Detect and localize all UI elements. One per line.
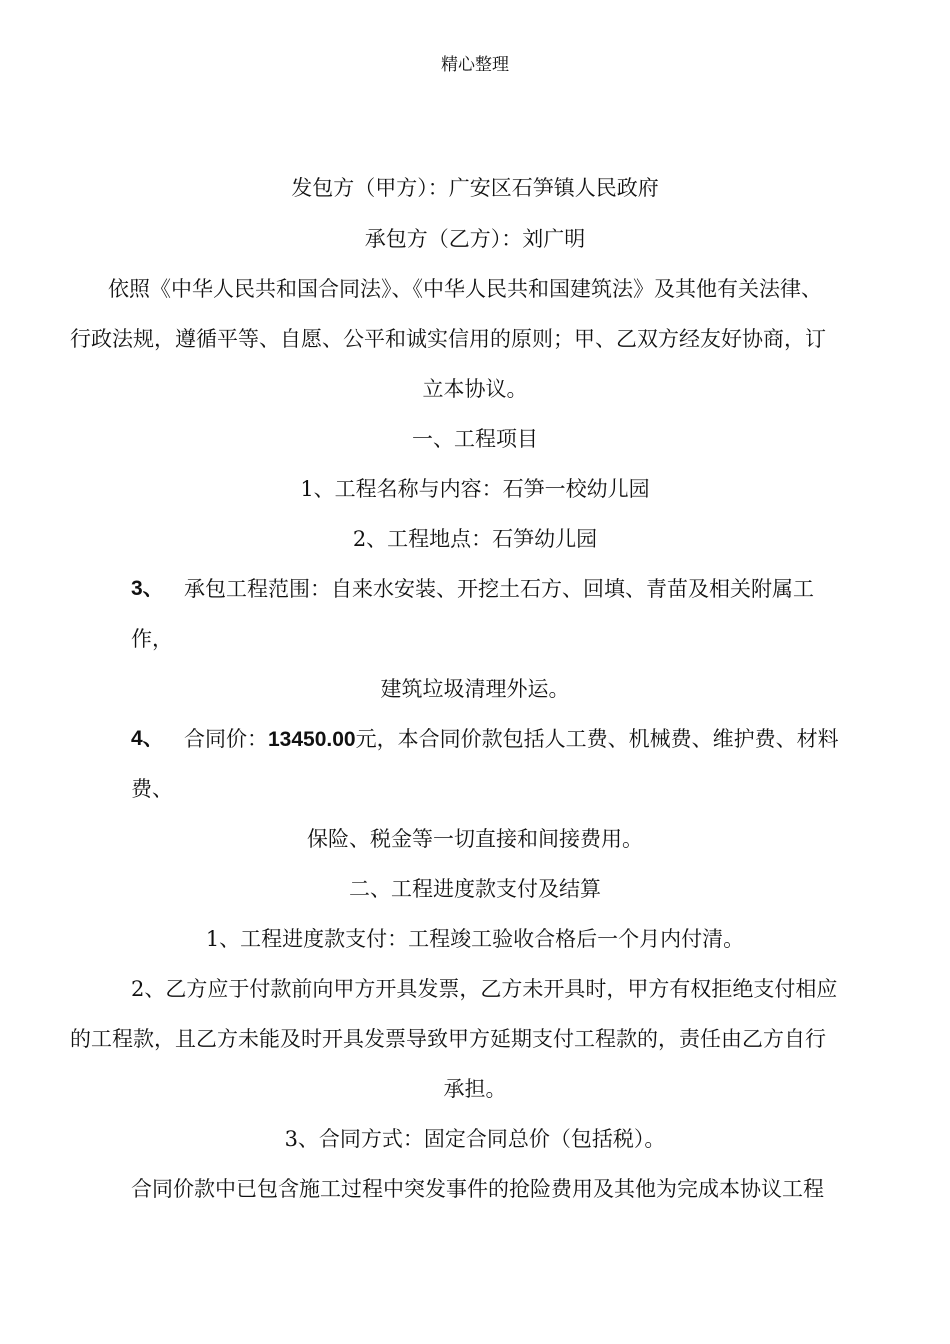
contract-price-text: 元，本合同价款包括人工费、机械费、维护费、材料 [355,727,839,751]
section-1-item-3-number: 3、 [131,577,164,600]
section-2-title: 二、工程进度款支付及结算 [349,877,601,901]
party-a-line: 发包方（甲方）：广安区石笋镇人民政府 [291,176,659,200]
section-2-item-1: 1、工程进度款支付：工程竣工验收合格后一个月内付清。 [205,927,745,951]
section-2-item-2-line-2: 的工程款，且乙方未能及时开具发票导致甲方延期支付工程款的，责任由乙方自行 [70,1027,826,1051]
section-1-item-4-number: 4、 [131,727,164,750]
intro-line-3: 立本协议。 [422,377,528,401]
section-1-title: 一、工程项目 [412,427,538,451]
section-1-item-3-cont-1: 作， [131,627,173,651]
section-2-item-2-line-3: 承担。 [443,1077,507,1101]
contract-price-label: 合同价： [184,727,268,751]
party-b-line: 承包方（乙方）：刘广明 [364,227,586,251]
section-1-item-2: 2、工程地点：石笋幼儿园 [352,527,598,551]
section-1-item-3-text: 承包工程范围：自来水安装、开挖土石方、回填、青苗及相关附属工 [184,577,814,601]
section-2-item-3: 3、合同方式：固定合同总价（包括税）。 [284,1127,666,1151]
section-1-item-4-cont-2: 保险、税金等一切直接和间接费用。 [307,827,643,851]
intro-line-1: 依照《中华人民共和国合同法》、《中华人民共和国建筑法》及其他有关法律、 [108,277,822,301]
page-header: 精心整理 [441,55,509,75]
section-1-item-4-line [184,724,839,755]
section-2-item-2-line-1: 2、乙方应于付款前向甲方开具发票，乙方未开具时，甲方有权拒绝支付相应 [131,977,838,1001]
intro-line-2: 行政法规，遵循平等、自愿、公平和诚实信用的原则；甲、乙双方经友好协商，订 [70,327,826,351]
section-2-item-4: 合同价款中已包含施工过程中突发事件的抢险费用及其他为完成本协议工程 [131,1177,824,1201]
contract-price-amount: 13450.00 [268,728,356,751]
section-1-item-4-cont-1: 费、 [131,777,173,801]
section-1-item-1: 1、工程名称与内容：石笋一校幼儿园 [300,477,650,501]
section-1-item-3-cont-2: 建筑垃圾清理外运。 [380,677,570,701]
